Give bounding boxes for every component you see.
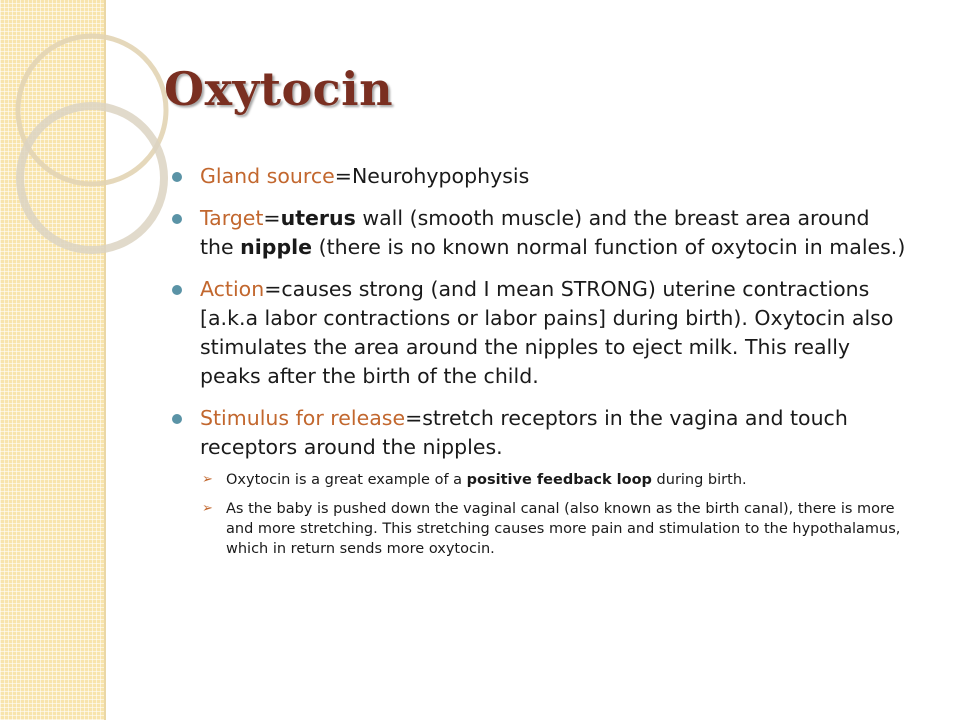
- bullet-action: [172, 275, 907, 391]
- bullet-label: Action: [200, 277, 265, 301]
- bullet-dot-icon: [172, 285, 182, 295]
- bullet-text: (there is no known normal function of oxytocin in males.): [312, 235, 906, 259]
- bold-term: uterus: [280, 206, 356, 230]
- sub-bullet-feedback-loop: [200, 470, 907, 490]
- equals-sign: =: [263, 206, 281, 230]
- bullet-text: Neurohypophysis: [351, 164, 530, 188]
- bullet-text: wall (smooth muscle) and the breast area around the: [200, 206, 870, 259]
- sub-bullet-text: during birth.: [651, 472, 747, 488]
- bullet-label: Stimulus for release: [200, 406, 406, 430]
- sub-bullet-text: As the baby is pushed down the vaginal canal (also known as the birth canal), there is more and more stretching. This stretching causes more pain and stimulation to the hypothalamus, which in return sends more oxytocin.: [226, 501, 901, 557]
- equals-sign: =: [405, 406, 423, 430]
- equals-sign: =: [334, 164, 352, 188]
- bullet-dot-icon: [172, 172, 182, 182]
- bullet-gland-source: [172, 162, 907, 191]
- bullet-label: Gland source: [200, 164, 335, 188]
- bullet-label: Target: [200, 206, 264, 230]
- bullet-target: [172, 204, 907, 262]
- sub-bullet-stretching: [200, 499, 907, 559]
- bullet-list: [172, 162, 907, 572]
- bullet-dot-icon: [172, 214, 182, 224]
- arrow-bullet-icon: ➢: [202, 472, 213, 487]
- bullet-stimulus: [172, 404, 907, 559]
- sub-bullet-list: [200, 470, 907, 559]
- decorative-side-band: [0, 0, 106, 720]
- slide-title: Oxytocin: [164, 62, 394, 116]
- bold-term: nipple: [240, 235, 313, 259]
- sub-bullet-text: Oxytocin is a great example of a: [226, 472, 467, 488]
- bullet-text: causes strong (and I mean STRONG) uterine contractions [a.k.a labor contractions or labor pains] during birth). Oxytocin also stimulates the area around the nipples to eject milk. This really peaks after the birth of the child.: [200, 277, 894, 388]
- bullet-dot-icon: [172, 414, 182, 424]
- equals-sign: =: [264, 277, 282, 301]
- bold-term: positive feedback loop: [466, 472, 652, 488]
- arrow-bullet-icon: ➢: [202, 501, 213, 516]
- bullet-text: stretch receptors in the vagina and touch receptors around the nipples.: [200, 406, 848, 459]
